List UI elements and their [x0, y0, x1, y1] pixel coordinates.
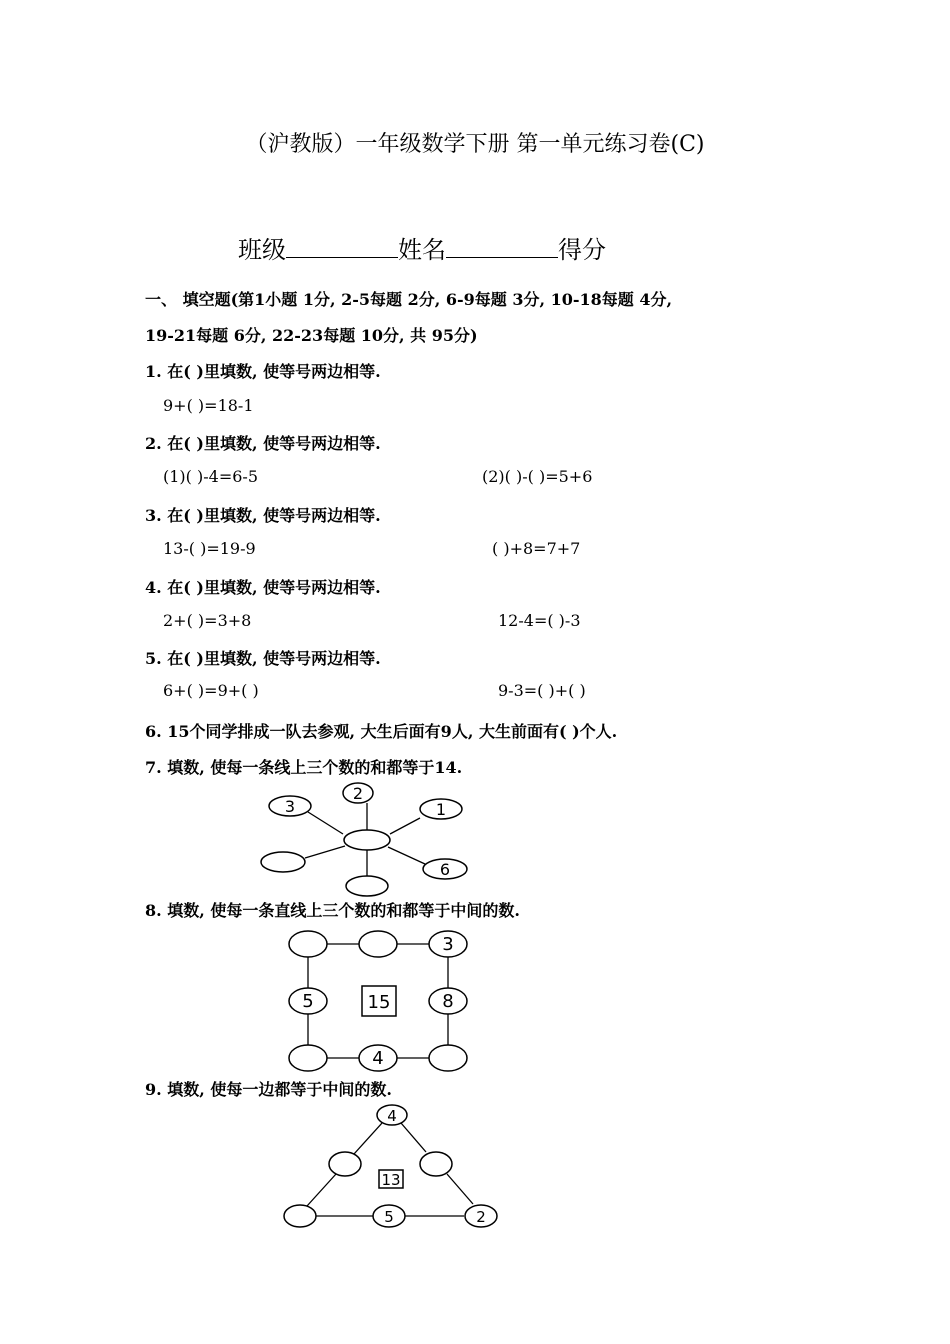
name-label: 姓名 — [398, 236, 446, 264]
q9-circle-left — [329, 1152, 361, 1176]
q4-equation-1[interactable]: 2+( )=3+8 — [163, 611, 252, 630]
q7-label-topright: 1 — [435, 800, 447, 819]
score-label: 得分 — [558, 236, 606, 264]
section-heading-line1: 一、 填空题(第1小题 1分, 2-5每题 2分, 6-9每题 3分, 10-18每题 4分, — [145, 290, 673, 309]
q7-label-topleft: 3 — [284, 797, 296, 816]
q2-equation-1[interactable]: (1)( )-4=6-5 — [163, 467, 258, 486]
q5-prompt: 5. 在( )里填数, 使等号两边相等. — [145, 649, 381, 668]
q8-square-diagram — [280, 922, 480, 1077]
q9-prompt: 9. 填数, 使每一边都等于中间的数. — [145, 1080, 392, 1099]
q4-prompt: 4. 在( )里填数, 使等号两边相等. — [145, 578, 381, 597]
q7-star-diagram — [250, 778, 480, 898]
q7-circle-left — [261, 852, 305, 872]
q2-prompt: 2. 在( )里填数, 使等号两边相等. — [145, 434, 381, 453]
page-title: （沪教版）一年级数学下册 第一单元练习卷(C) — [245, 132, 705, 157]
q7-label-right: 6 — [439, 860, 451, 879]
q9-label-top: 4 — [387, 1107, 397, 1125]
q8-circle-bl — [289, 1045, 327, 1071]
q7-center-circle — [344, 830, 390, 850]
q1-equation[interactable]: 9+( )=18-1 — [163, 396, 254, 415]
q1-prompt: 1. 在( )里填数, 使等号两边相等. — [145, 362, 381, 381]
q5-equation-2[interactable]: 9-3=( )+( ) — [498, 681, 586, 700]
q9-circle-bl — [284, 1205, 316, 1227]
name-blank[interactable] — [446, 231, 558, 258]
q7-circle-bottom — [346, 876, 388, 896]
q9-circle-right — [420, 1152, 452, 1176]
q3-equation-2[interactable]: ( )+8=7+7 — [492, 539, 581, 558]
q8-label-tr: 3 — [442, 934, 454, 955]
q8-label-ml: 5 — [302, 991, 314, 1012]
q7-prompt: 7. 填数, 使每一条线上三个数的和都等于14. — [145, 758, 463, 777]
q8-circle-tl — [289, 931, 327, 957]
q4-equation-2[interactable]: 12-4=( )-3 — [498, 611, 581, 630]
q8-circle-tm — [359, 931, 397, 957]
q3-equation-1[interactable]: 13-( )=19-9 — [163, 539, 256, 558]
class-blank[interactable] — [286, 231, 398, 258]
q8-center-label: 15 — [367, 992, 391, 1013]
q2-equation-2[interactable]: (2)( )-( )=5+6 — [482, 467, 593, 486]
q7-label-top: 2 — [352, 784, 364, 803]
q5-equation-1[interactable]: 6+( )=9+( ) — [163, 681, 259, 700]
section-heading-line2: 19-21每题 6分, 22-23每题 10分, 共 95分) — [145, 326, 478, 345]
q9-label-br: 2 — [476, 1208, 486, 1226]
q8-prompt: 8. 填数, 使每一条直线上三个数的和都等于中间的数. — [145, 901, 520, 920]
q9-triangle-diagram — [275, 1100, 510, 1235]
q9-center-label: 13 — [381, 1171, 401, 1189]
student-info-line — [238, 230, 606, 265]
q8-label-mr: 8 — [442, 991, 454, 1012]
q6-prompt: 6. 15个同学排成一队去参观, 大生后面有9人, 大生前面有( )个人. — [145, 722, 618, 741]
q9-label-bm: 5 — [384, 1208, 394, 1226]
class-label: 班级 — [238, 236, 286, 264]
q3-prompt: 3. 在( )里填数, 使等号两边相等. — [145, 506, 381, 525]
q8-circle-br — [429, 1045, 467, 1071]
q8-label-bm: 4 — [372, 1048, 384, 1069]
